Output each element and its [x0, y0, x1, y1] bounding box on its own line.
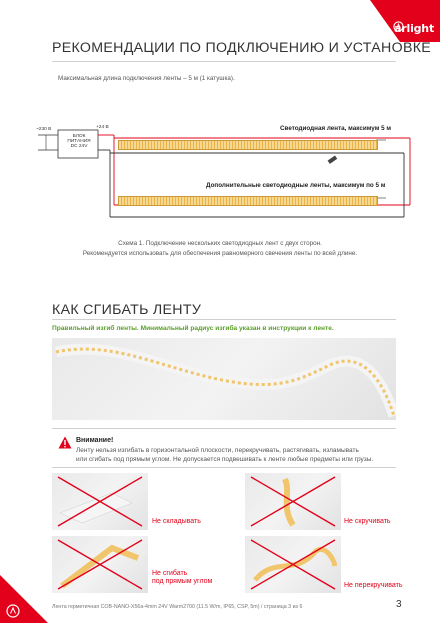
no-right-angle-line1: Не сгибать: [152, 570, 188, 577]
bent-strip-image: [52, 338, 396, 420]
page-number: 3: [396, 599, 402, 610]
no-overtwist-label: Не перекручивать: [344, 582, 403, 589]
correct-bend-photo: [52, 338, 396, 420]
divider: [52, 428, 396, 429]
brand-corner-bottom: [0, 575, 48, 623]
output-voltage-label: +24 В: [96, 125, 109, 130]
no-twist-label: Не скручивать: [344, 518, 391, 525]
divider: [52, 61, 396, 62]
footer-text: Лента герметичная COB-NANO-X56a-4mm 24V Warm2700 (11.5 W/m, IP65, CSP, 5m) / страница 3 из 6: [52, 604, 303, 610]
correct-bend-note: Правильный изгиб ленты. Минимальный радиус изгиба указан в инструкции к ленте.: [52, 325, 334, 332]
strip-label-1: Светодиодная лента, максимум 5 м: [280, 125, 392, 132]
warning-text-line1: Ленту нельзя изгибать в горизонтальной плоскости, перекручивать, растягивать, изламывать: [76, 447, 359, 454]
led-strip-1: [118, 140, 378, 150]
psu-label-line2: ПИТАНИЯ: [67, 139, 91, 144]
wiring-diagram: [36, 120, 416, 232]
warning-title: Внимание!: [76, 437, 114, 444]
no-fold-label: Не складывать: [152, 518, 201, 525]
cross-icon: [245, 473, 341, 530]
psu-label: [63, 134, 95, 149]
warning-icon: [58, 436, 72, 449]
no-right-angle-label: [152, 570, 212, 586]
no-twist-photo: [245, 473, 341, 530]
no-fold-photo: [52, 473, 148, 530]
no-right-angle-line2: под прямым углом: [152, 578, 213, 585]
diagram-caption-line1: Схема 1. Подключение нескольких светодиодных лент с двух сторон.: [118, 240, 322, 247]
brand-logo-text: arlight: [394, 22, 434, 35]
cross-icon: [52, 473, 148, 530]
input-voltage-label: ~230 В: [36, 127, 52, 132]
cross-icon: [52, 536, 148, 593]
no-overtwist-photo: [245, 536, 341, 593]
led-strip-2: [118, 196, 378, 206]
warning-text: [76, 447, 373, 464]
no-right-angle-photo: [52, 536, 148, 593]
max-length-note: Максимальная длина подключения ленты – 5 м (1 катушка).: [58, 75, 235, 82]
strip-label-2: Дополнительные светодиодные ленты, максимум по 5 м: [206, 182, 386, 189]
divider: [52, 319, 396, 320]
section-title-connection: РЕКОМЕНДАЦИИ ПО ПОДКЛЮЧЕНИЮ И УСТАНОВКЕ: [52, 40, 432, 56]
diagram-caption: [0, 239, 440, 259]
cross-icon: [245, 536, 341, 593]
diagram-caption-line2: Рекомендуется использовать для обеспечения равномерного свечения ленты по всей длине.: [82, 250, 358, 257]
warning-text-line2: или сгибать под прямым углом. Не допускается подвешивать к ленте любые предметы или грузы.: [76, 455, 374, 463]
psu-label-line1: БЛОК: [72, 134, 86, 139]
divider: [52, 467, 396, 468]
psu-label-line3: DC 24V: [70, 144, 88, 149]
section-title-bending: КАК СГИБАТЬ ЛЕНТУ: [52, 302, 202, 318]
